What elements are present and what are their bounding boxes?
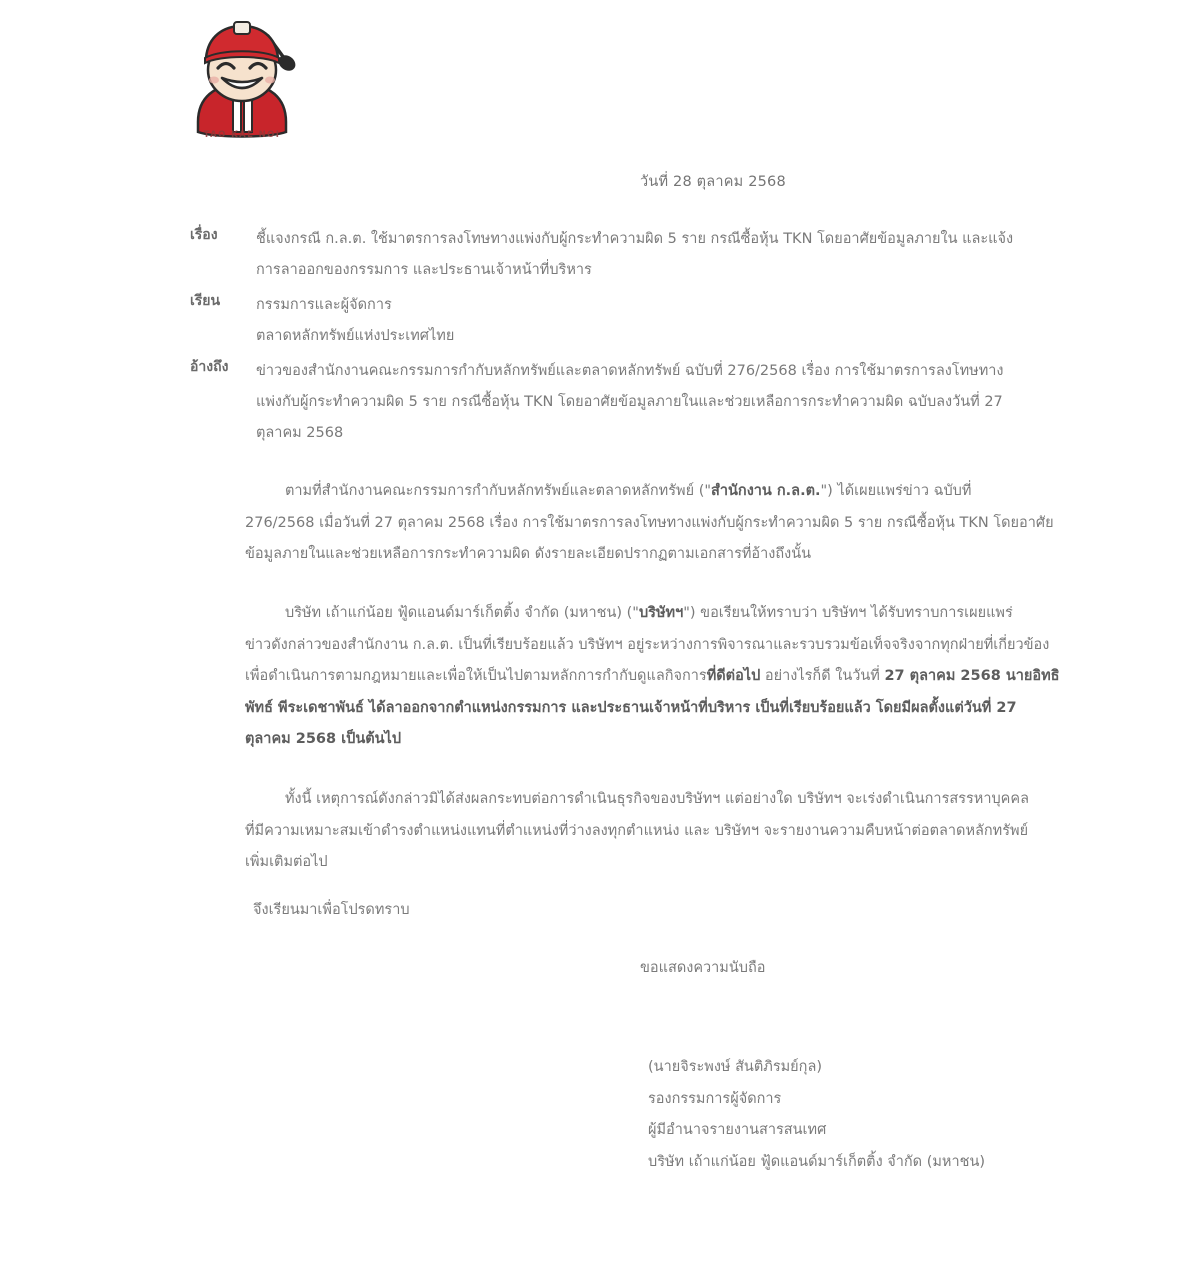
paragraph-3-line-2: ที่มีความเหมาะสมเข้าดำรงตำแหน่งแทนที่ตำแหน่งที่ว่างลงทุกตำแหน่ง และ บริษัทฯ จะรายงานความคืบหน้าต่อตลาดหลักทรัพย์	[245, 822, 1029, 839]
attention-body	[256, 290, 1090, 352]
paragraph-2-line-1-b: ") ขอเรียนให้ทราบว่า บริษัทฯ ได้รับทราบการเผยแพร่	[683, 605, 1013, 621]
paragraph-2	[245, 598, 1080, 756]
signature-block	[648, 1052, 985, 1178]
sec-office-bold: สำนักงาน ก.ล.ต.	[711, 483, 821, 499]
paragraph-3-line-3: เพิ่มเติมต่อไป	[245, 854, 328, 870]
signatory-authority: ผู้มีอำนาจรายงานสารสนเทศ	[648, 1122, 827, 1138]
signatory-company: บริษัท เถ้าแก่น้อย ฟู้ดแอนด์มาร์เก็ตติ้ง จำกัด (มหาชน)	[648, 1153, 986, 1170]
signatory-name: (นายจิระพงษ์ สันติภิรมย์กุล)	[648, 1059, 822, 1075]
paragraph-1-line-3: ข้อมูลภายในและช่วยเหลือการกระทำความผิด ดังรายละเอียดปรากฏตามเอกสารที่อ้างถึงนั้น	[245, 546, 812, 562]
paragraph-3	[245, 784, 1080, 879]
attention-line-1: กรรมการและผู้จัดการ	[256, 297, 392, 313]
paragraph-2-line-3	[245, 661, 1080, 693]
attention-line-2: ตลาดหลักทรัพย์แห่งประเทศไทย	[256, 328, 455, 344]
reference-line-1: ข่าวของสำนักงานคณะกรรมการกำกับหลักทรัพย์และตลาดหลักทรัพย์ ฉบับที่ 276/2568 เรื่อง การใช้มาตรการลงโทษทาง	[256, 363, 1004, 379]
paragraph-2-line-3-a: เพื่อดำเนินการตามกฎหมายและเพื่อให้เป็นไปตามหลักการกำกับดูแลกิจการ	[245, 668, 707, 684]
subject-line-2: การลาออกของกรรมการ และประธานเจ้าหน้าที่บริหาร	[256, 262, 592, 278]
paragraph-2-line-3-b: อย่างไรก็ดี ในวันที่	[760, 668, 885, 684]
paragraph-3-line-1-text: ทั้งนี้ เหตุการณ์ดังกล่าวมิได้ส่งผลกระทบต่อการดำเนินธุรกิจของบริษัทฯ แต่อย่างใด บริษัทฯ จะเร่งดำเนินการสรรหาบุคคล	[285, 791, 1029, 807]
reference-body	[256, 356, 1090, 449]
resignation-date-bold: 27 ตุลาคม 2568 นายอิทธิ	[884, 668, 1060, 684]
closing-line: จึงเรียนมาเพื่อโปรดทราบ	[253, 902, 410, 918]
signatory-position: รองกรรมการผู้จัดการ	[648, 1090, 782, 1107]
logo-caption: TAO KAE NOI	[203, 130, 281, 140]
reference-row	[190, 356, 1090, 449]
paragraph-2-line-4: พัทธ์ พีระเดชาพันธ์ ได้ลาออกจากตำแหน่งกรรมการ และประธานเจ้าหน้าที่บริหาร เป็นที่เรียบร้อยแล้ว โดยมีผลตั้งแต่วันที่ 27	[245, 699, 1017, 716]
paragraph-3-line-1	[245, 784, 1080, 816]
subject-line-1: ชี้แจงกรณี ก.ล.ต. ใช้มาตรการลงโทษทางแพ่งกับผู้กระทำความผิด 5 ราย กรณีซื้อหุ้น TKN โดยอาศัยข้อมูลภายใน และแจ้ง	[256, 231, 1014, 247]
paragraph-1-line-1-b: ") ได้เผยแพร่ข่าว ฉบับที่	[820, 483, 972, 499]
date-line: วันที่ 28 ตุลาคม 2568	[640, 174, 786, 190]
regards-line: ขอแสดงความนับถือ	[640, 960, 766, 976]
attention-label: เรียน	[190, 293, 221, 309]
paragraph-2-line-1	[245, 598, 1080, 630]
reference-label: อ้างถึง	[190, 359, 229, 375]
paragraph-1-line-1	[245, 476, 1080, 508]
paragraph-1	[245, 476, 1080, 571]
paragraph-2-line-2: ข่าวดังกล่าวของสำนักงาน ก.ล.ต. เป็นที่เรียบร้อยแล้ว บริษัทฯ อยู่ระหว่างการพิจารณาและรวบรวมข้อเท็จจริงจากทุกฝ่ายที่เกี่ยวข้อง	[245, 636, 1050, 653]
good-governance-bold: ที่ดีต่อไป	[706, 668, 761, 684]
subject-row	[190, 224, 1090, 286]
paragraph-2-line-1-a: บริษัท เถ้าแก่น้อย ฟู้ดแอนด์มาร์เก็ตติ้ง จำกัด (มหาชน) ("	[285, 605, 639, 621]
attention-row	[190, 290, 1090, 352]
reference-line-2: แพ่งกับผู้กระทำความผิด 5 ราย กรณีซื้อหุ้น TKN โดยอาศัยข้อมูลภายในและช่วยเหลือการกระทำความผิด ฉบับลงวันที่ 27	[256, 394, 1003, 410]
company-bold: บริษัทฯ	[638, 605, 684, 621]
subject-label: เรื่อง	[190, 227, 218, 243]
paragraph-2-line-5: ตุลาคม 2568 เป็นต้นไป	[245, 731, 402, 747]
company-logo	[176, 14, 308, 150]
paragraph-1-line-1-a: ตามที่สำนักงานคณะกรรมการกำกับหลักทรัพย์และตลาดหลักทรัพย์ ("	[285, 483, 712, 499]
subject-body	[256, 224, 1090, 286]
paragraph-1-line-2: 276/2568 เมื่อวันที่ 27 ตุลาคม 2568 เรื่อง การใช้มาตรการลงโทษทางแพ่งกับผู้กระทำความผิด 5 ราย กรณีซื้อหุ้น TKN โดยอาศัย	[245, 514, 1054, 531]
reference-line-3: ตุลาคม 2568	[256, 425, 344, 441]
